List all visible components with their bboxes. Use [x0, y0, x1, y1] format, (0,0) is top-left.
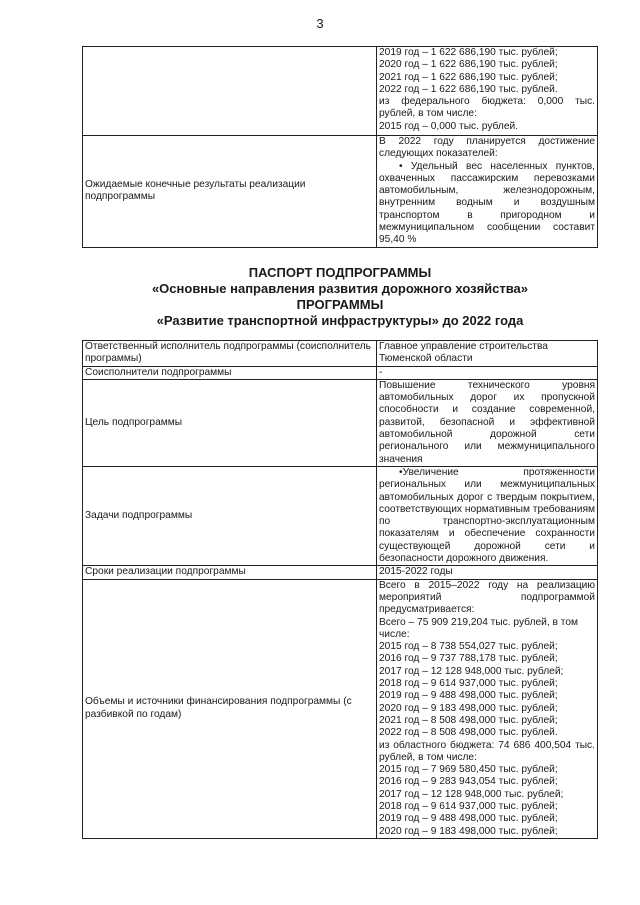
finance-line: 2020 год – 9 183 498,000 тыс. рублей;: [379, 702, 558, 714]
table-row: [83, 379, 598, 466]
finance-line: 2015 год – 8 738 554,027 тыс. рублей;: [379, 641, 558, 653]
heading-line: ПРОГРАММЫ: [296, 297, 384, 312]
table-row: [83, 466, 598, 565]
funding-line: 2020 год – 1 622 686,190 тыс. рублей;: [379, 59, 558, 71]
passport-table-continued: [82, 46, 598, 248]
funding-line: 2015 год – 0,000 тыс. рублей.: [379, 120, 519, 132]
finance-line: 2019 год – 9 488 498,000 тыс. рублей;: [379, 690, 558, 702]
goal-value: Повышение технического уровня автомобильных дорог их пропускной способности и создание современной, развитой, безопасной и эффективной автомобильной дорожной сети регионального или межмуниципального значения: [377, 379, 598, 466]
results-label: Ожидаемые конечные результаты реализации подпрограммы: [83, 136, 377, 248]
executor-value: Главное управление строительства Тюменской области: [377, 341, 598, 367]
coexecutors-value: -: [377, 366, 598, 379]
finance-total: Всего – 75 909 219,204 тыс. рублей, в том числе:: [379, 616, 578, 640]
table-row: [83, 566, 598, 579]
finance-label: Объемы и источники финансирования подпрограммы (с разбивкой по годам): [83, 579, 377, 838]
table-row: [83, 341, 598, 367]
results-value-cell: [377, 136, 598, 248]
table-row: [83, 47, 598, 136]
empty-label-cell: [83, 47, 377, 136]
finance-regional-line: 2016 год – 9 283 943,054 тыс. рублей;: [379, 776, 558, 788]
finance-regional-line: 2017 год – 12 128 948,000 тыс. рублей;: [379, 788, 564, 800]
finance-regional-line: 2018 год – 9 614 937,000 тыс. рублей;: [379, 800, 558, 812]
finance-line: 2022 год – 8 508 498,000 тыс. рублей.: [379, 727, 558, 739]
funding-line: из федерального бюджета: 0,000 тыс. рублей, в том числе:: [379, 96, 595, 120]
finance-intro: Всего в 2015–2022 году на реализацию мероприятий подпрограммой предусматривается:: [379, 579, 595, 616]
table-row: [83, 366, 598, 379]
finance-line: 2016 год – 9 737 788,178 тыс. рублей;: [379, 653, 558, 665]
goal-label: Цель подпрограммы: [83, 379, 377, 466]
executor-label: Ответственный исполнитель подпрограммы (соисполнитель программы): [83, 341, 377, 367]
terms-value: 2015-2022 годы: [377, 566, 598, 579]
table-row: [83, 136, 598, 248]
finance-regional-line: 2015 год – 7 969 580,450 тыс. рублей;: [379, 764, 558, 776]
heading-line: ПАСПОРТ ПОДПРОГРАММЫ: [248, 265, 432, 280]
finance-regional-line: 2019 год – 9 488 498,000 тыс. рублей;: [379, 813, 558, 825]
subprogram-passport-heading: [82, 265, 598, 329]
results-bullet: • Удельный вес населенных пунктов, охваченных пассажирским перевозками автомобильным, железнодорожным, внутренним водным и воздушным транспортом в пригородном и межмуниципальном сообщении составит 95,40 %: [379, 160, 595, 246]
results-intro: В 2022 году планируется достижение следующих показателей:: [379, 136, 595, 160]
funding-line: 2019 год – 1 622 686,190 тыс. рублей;: [379, 47, 558, 58]
funding-line: 2021 год – 1 622 686,190 тыс. рублей;: [379, 71, 558, 83]
coexecutors-label: Соисполнители подпрограммы: [83, 366, 377, 379]
heading-line: «Развитие транспортной инфраструктуры» до 2022 года: [156, 313, 524, 328]
finance-line: 2021 год – 8 508 498,000 тыс. рублей;: [379, 714, 558, 726]
terms-label: Сроки реализации подпрограммы: [83, 566, 377, 579]
tasks-value: •Увеличение протяженности региональных или межмуниципальных автомобильных дорог с твердым покрытием, соответствующих нормативным требованиям по транспортно-эксплуатационным показателям и обеспечение сохранности существующей дорожной сети и безопасности дорожного движения.: [377, 466, 598, 565]
passport-table: [82, 340, 598, 839]
finance-line: 2017 год – 12 128 948,000 тыс. рублей;: [379, 665, 564, 677]
finance-regional: из областного бюджета: 74 686 400,504 тыс. рублей, в том числе:: [379, 739, 595, 763]
heading-line: «Основные направления развития дорожного хозяйства»: [151, 281, 529, 296]
funding-line: 2022 год – 1 622 686,190 тыс. рублей.: [379, 83, 558, 95]
table-row: [83, 579, 598, 838]
funding-value-cell: [377, 47, 598, 136]
page-number: 3: [316, 16, 324, 31]
finance-regional-line: 2020 год – 9 183 498,000 тыс. рублей;: [379, 825, 558, 837]
finance-line: 2018 год – 9 614 937,000 тыс. рублей;: [379, 678, 558, 690]
tasks-label: Задачи подпрограммы: [83, 466, 377, 565]
finance-value-cell: [377, 579, 598, 838]
